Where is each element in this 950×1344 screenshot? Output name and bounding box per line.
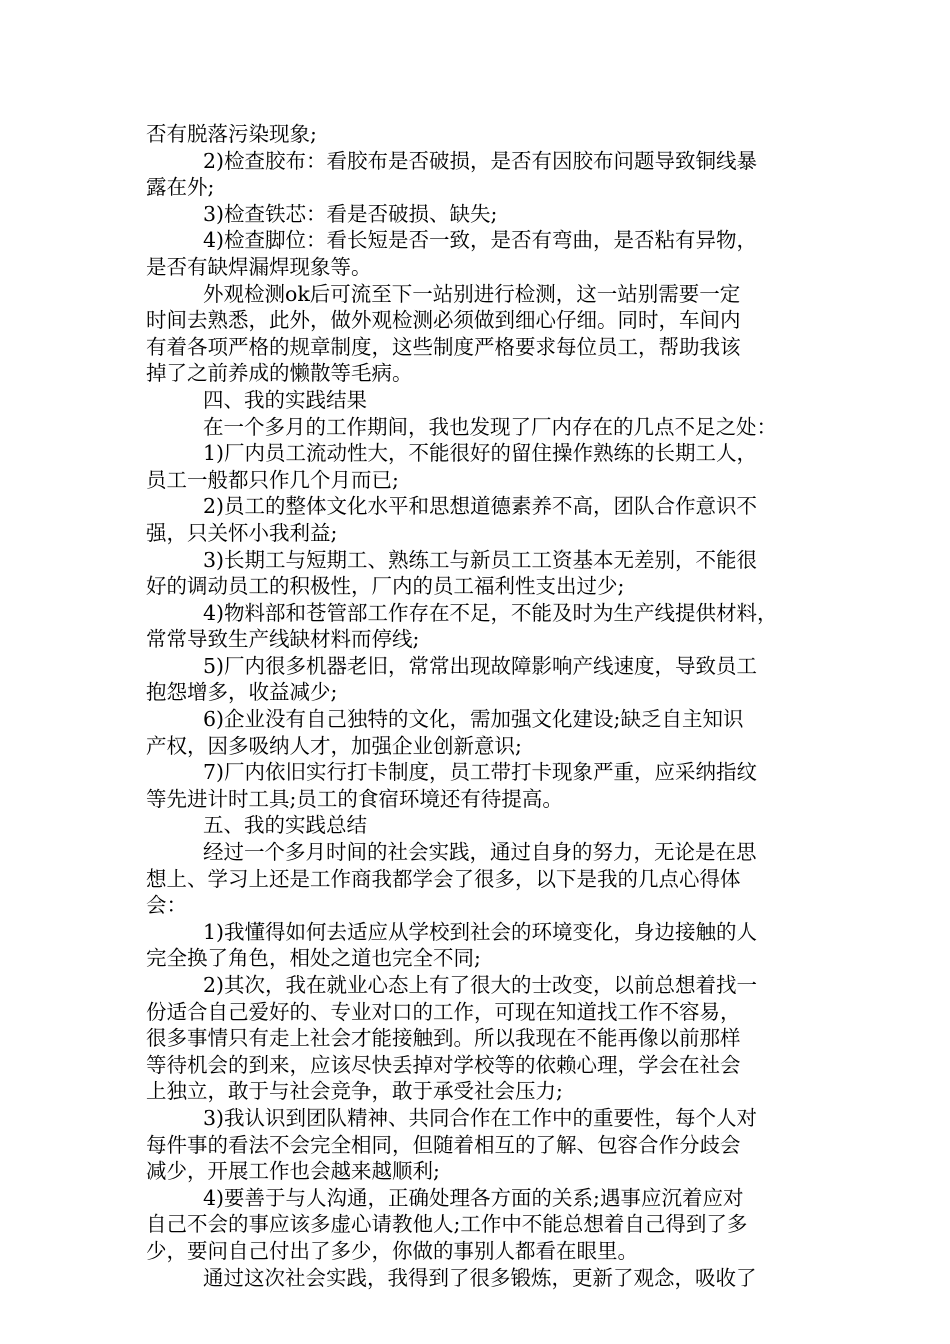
text-line: 少，要问自己付出了多少，你做的事别人都看在眼里。 <box>146 1238 638 1263</box>
text-line: 是否有缺焊漏焊现象等。 <box>146 254 372 279</box>
text-line: 否有脱落污染现象; <box>146 122 317 146</box>
text-line: 份适合自己爱好的、专业对口的工作，可现在知道找工作不容易， <box>146 999 741 1024</box>
text-line: 上独立，敢于与社会竞争，敢于承受社会压力; <box>146 1079 563 1104</box>
text-line: 常常导致生产线缺材料而停线; <box>146 627 420 652</box>
text-line: 2)其次，我在就业心态上有了很大的士改变，以前总想着找一 <box>203 973 758 997</box>
text-line: 4)要善于与人沟通，正确处理各方面的关系;遇事应沉着应对 <box>203 1185 744 1210</box>
text-line: 5)厂内很多机器老旧，常常出现故障影响产线速度，导致员工 <box>203 653 758 678</box>
text-line: 完全换了角色，相处之道也完全不同; <box>146 946 481 971</box>
text-line: 3)我认识到团队精神、共同合作在工作中的重要性，每个人对 <box>203 1105 758 1130</box>
text-line: 每件事的看法不会完全相同，但随着相互的了解、包容合作分歧会 <box>146 1132 741 1157</box>
text-line: 3)检查铁芯：看是否破损、缺失; <box>203 201 498 226</box>
text-line: 四、我的实践结果 <box>203 387 367 412</box>
text-line: 7)厂内依旧实行打卡制度，员工带打卡现象严重，应采纳指纹 <box>203 760 758 785</box>
text-line: 2)检查胶布：看胶布是否破损，是否有因胶布问题导致铜线暴 <box>203 148 758 173</box>
text-line: 在一个多月的工作期间，我也发现了厂内存在的几点不足之处： <box>203 414 777 439</box>
text-line: 外观检测ok后可流至下一站别进行检测，这一站别需要一定 <box>203 281 741 306</box>
text-line: 1)厂内员工流动性大，不能很好的留住操作熟练的长期工人， <box>203 441 758 466</box>
text-line: 想上、学习上还是工作商我都学会了很多，以下是我的几点心得体 <box>146 866 741 891</box>
text-line: 五、我的实践总结 <box>203 813 367 838</box>
text-line: 产权，因多吸纳人才，加强企业创新意识; <box>146 733 522 758</box>
text-line: 露在外; <box>146 175 215 200</box>
text-line: 强，只关怀小我利益; <box>146 520 338 545</box>
text-line: 抱怨增多，收益减少; <box>146 680 338 705</box>
text-line: 4)物料部和苍管部工作存在不足，不能及时为生产线提供材料， <box>203 600 778 625</box>
text-line: 减少，开展工作也会越来越顺利; <box>146 1159 440 1184</box>
text-line: 掉了之前养成的懒散等毛病。 <box>146 361 413 386</box>
text-line: 4)检查脚位：看长短是否一致，是否有弯曲，是否粘有异物， <box>203 228 758 253</box>
text-line: 通过这次社会实践，我得到了很多锻炼，更新了观念，吸收了 <box>203 1265 757 1290</box>
text-line: 时间去熟悉，此外，做外观检测必须做到细心仔细。同时，车间内 <box>146 308 741 333</box>
document-body <box>146 121 816 1291</box>
text-line: 员工一般都只作几个月而已; <box>146 467 399 492</box>
text-line: 经过一个多月时间的社会实践，通过自身的努力，无论是在思 <box>203 840 757 865</box>
text-line: 等待机会的到来，应该尽快丢掉对学校等的依赖心理，学会在社会 <box>146 1052 741 1077</box>
text-line: 6)企业没有自己独特的文化，需加强文化建设;缺乏自主知识 <box>203 707 744 732</box>
text-line: 等先进计时工具;员工的食宿环境还有待提高。 <box>146 786 563 811</box>
text-line: 很多事情只有走上社会才能接触到。所以我现在不能再像以前那样 <box>146 1026 741 1051</box>
text-line: 2)员工的整体文化水平和思想道德素养不高，团队合作意识不 <box>203 494 758 519</box>
text-line: 自己不会的事应该多虚心请教他人;工作中不能总想着自己得到了多 <box>146 1212 748 1237</box>
text-line: 有着各项严格的规章制度，这些制度严格要求每位员工，帮助我该 <box>146 334 741 359</box>
text-line: 好的调动员工的积极性，厂内的员工福利性支出过少; <box>146 574 625 599</box>
text-line: 1)我懂得如何去适应从学校到社会的环境变化，身边接触的人 <box>203 919 758 944</box>
text-line: 3)长期工与短期工、熟练工与新员工工资基本无差别，不能很 <box>203 547 758 572</box>
text-line: 会： <box>146 893 187 918</box>
